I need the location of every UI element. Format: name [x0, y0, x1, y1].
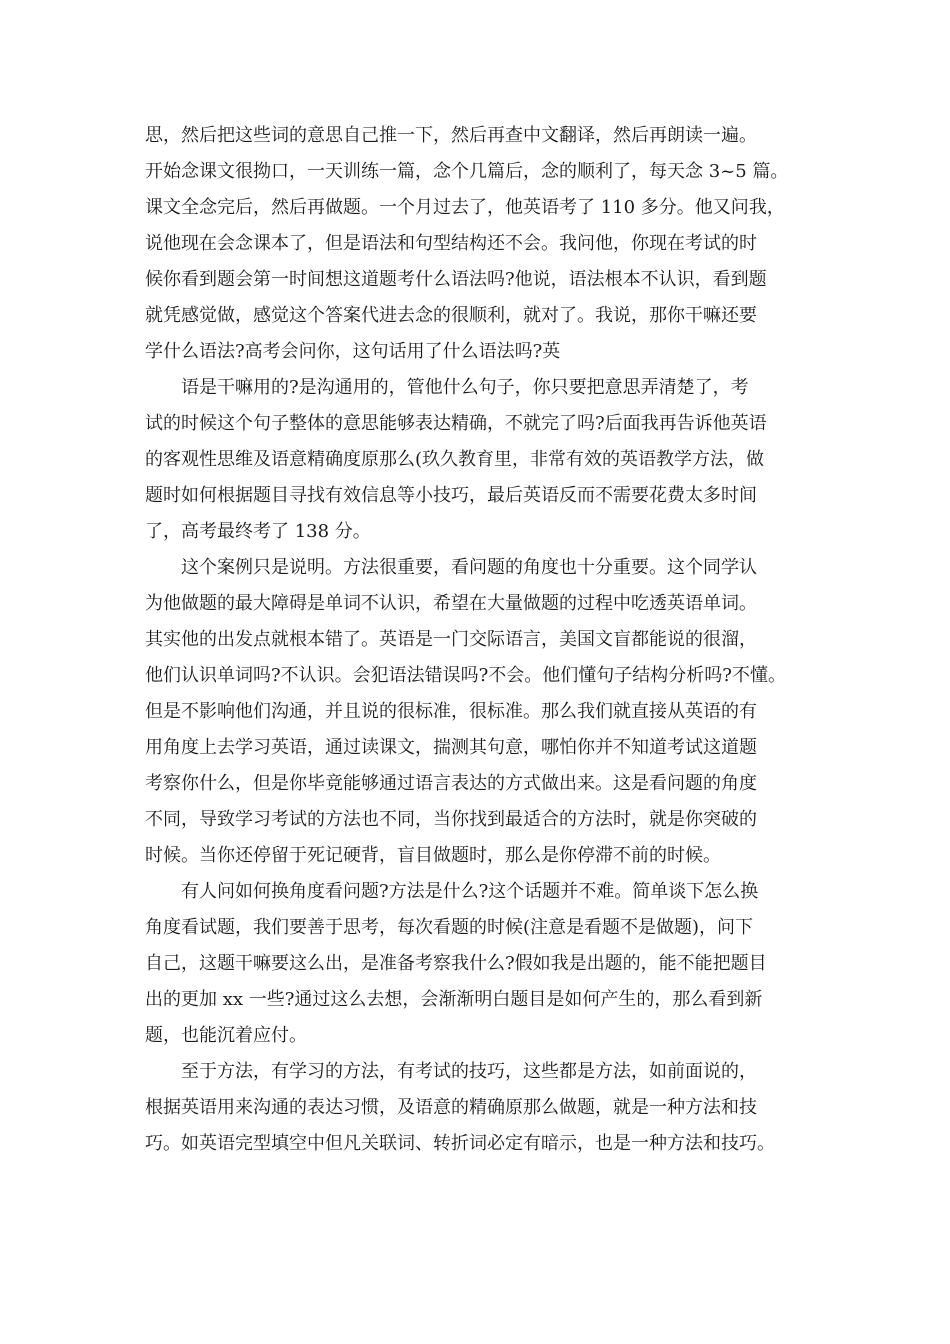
text-line: 试的时候这个句子整体的意思能够表达精确，不就完了吗?后面我再告诉他英语	[145, 413, 767, 434]
paragraph-first-line: 有人问如何换角度看问题?方法是什么?这个话题并不难。简单谈下怎么换	[181, 881, 759, 902]
text-line: 他们认识单词吗?不认识。会犯语法错误吗?不会。他们懂句子结构分析吗?不懂。	[145, 665, 786, 686]
text-line: 考察你什么，但是你毕竟能够通过语言表达的方式做出来。这是看问题的角度	[145, 773, 757, 794]
text-line: 不同，导致学习考试的方法也不同，当你找到最适合的方法时，就是你突破的	[145, 809, 757, 830]
paragraph-first-line: 至于方法，有学习的方法，有考试的技巧，这些都是方法，如前面说的，	[181, 1061, 757, 1082]
text-line: 用角度上去学习英语，通过读课文，揣测其句意，哪怕你并不知道考试这道题	[145, 737, 757, 758]
text-line: 了，高考最终考了 138 分。	[145, 521, 371, 542]
text-line: 巧。如英语完型填空中但凡关联词、转折词必定有暗示，也是一种方法和技巧。	[145, 1133, 775, 1154]
text-line: 自己，这题干嘛要这么出，是准备考察我什么?假如我是出题的，能不能把题目	[145, 953, 767, 974]
text-line: 角度看试题，我们要善于思考，每次看题的时候(注意是看题不是做题)，问下	[145, 917, 754, 938]
paragraph-first-line: 语是干嘛用的?是沟通用的，管他什么句子，你只要把意思弄清楚了，考	[181, 377, 749, 398]
text-line: 题时如何根据题目寻找有效信息等小技巧，最后英语反而不需要花费太多时间	[145, 485, 757, 506]
text-line: 题，也能沉着应付。	[145, 1025, 307, 1046]
text-line: 思，然后把这些词的意思自己推一下，然后再查中文翻译，然后再朗读一遍。	[145, 125, 757, 146]
text-line: 说他现在会念课本了，但是语法和句型结构还不会。我问他，你现在考试的时	[145, 233, 757, 254]
text-line: 的客观性思维及语意精确度原那么(玖久教育里，非常有效的英语教学方法，做	[145, 449, 765, 470]
text-line: 课文全念完后，然后再做题。一个月过去了，他英语考了 110 多分。他又问我，	[145, 197, 785, 218]
text-line: 为他做题的最大障碍是单词不认识，希望在大量做题的过程中吃透英语单词。	[145, 593, 757, 614]
text-line: 开始念课文很拗口，一天训练一篇，念个几篇后，念的顺利了，每天念 3~5 篇。	[145, 161, 789, 182]
text-line: 根据英语用来沟通的表达习惯，及语意的精确原那么做题，就是一种方法和技	[145, 1097, 757, 1118]
text-line: 出的更加 xx 一些?通过这么去想，会渐渐明白题目是如何产生的，那么看到新	[145, 989, 763, 1010]
text-line: 学什么语法?高考会问你，这句话用了什么语法吗?英	[145, 341, 561, 362]
body-text	[145, 118, 813, 1162]
text-line: 但是不影响他们沟通，并且说的很标准，很标准。那么我们就直接从英语的有	[145, 701, 757, 722]
text-line: 候你看到题会第一时间想这道题考什么语法吗?他说，语法根本不认识，看到题	[145, 269, 767, 290]
text-line: 其实他的出发点就根本错了。英语是一门交际语言，美国文盲都能说的很溜，	[145, 629, 757, 650]
text-line: 时候。当你还停留于死记硬背，盲目做题时，那么是你停滞不前的时候。	[145, 845, 721, 866]
paragraph-first-line: 这个案例只是说明。方法很重要，看问题的角度也十分重要。这个同学认	[181, 557, 757, 578]
text-line: 就凭感觉做，感觉这个答案代进去念的很顺利，就对了。我说，那你干嘛还要	[145, 305, 757, 326]
